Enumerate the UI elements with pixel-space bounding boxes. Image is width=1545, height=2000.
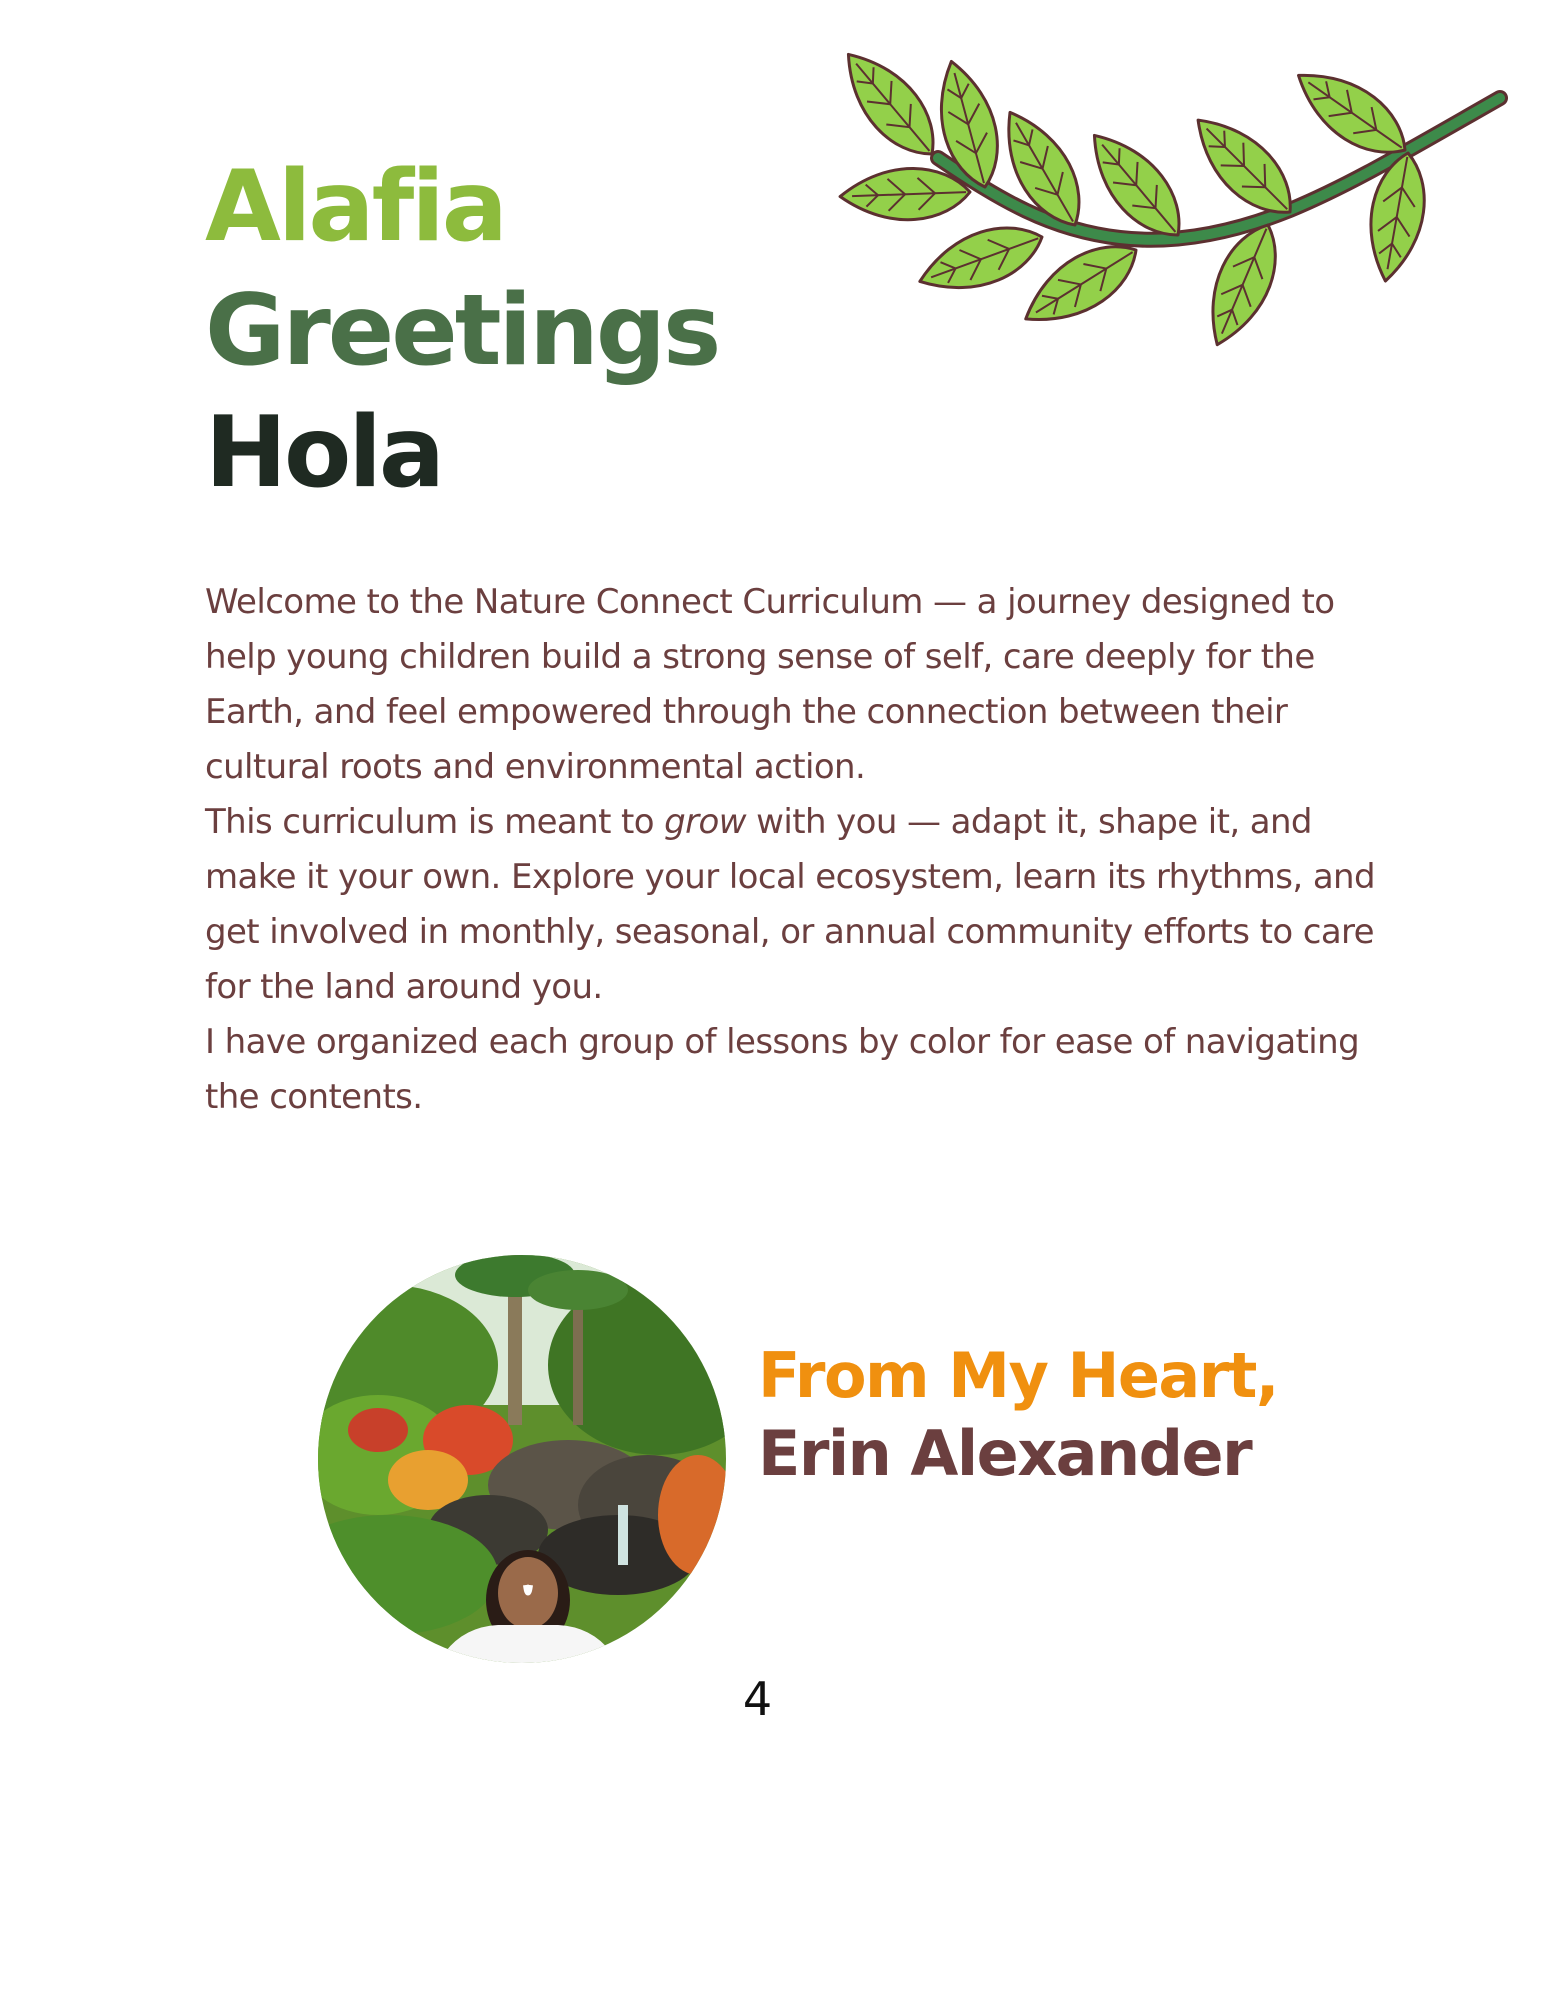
intro-text	[205, 575, 1375, 1125]
greeting-hola: Hola	[205, 396, 443, 510]
intro-paragraph-2-end: with you — adapt it, shape it, and make it your own. Explore your local ecosystem, learn its rhythms, and get involved in monthly, seasonal, or annual community efforts to care for the land around you.	[205, 802, 1375, 1007]
intro-paragraph-2-start: This curriculum is meant to	[205, 802, 665, 842]
page-number: 4	[742, 1672, 773, 1726]
intro-paragraph-2	[205, 795, 1375, 1015]
author-portrait-in-garden	[318, 1255, 726, 1663]
greeting-greetings: Greetings	[205, 274, 719, 388]
greeting-alafia: Alafia	[205, 150, 505, 264]
leafy-branch-icon	[820, 50, 1520, 400]
intro-paragraph-3: I have organized each group of lessons by color for ease of navigating the contents.	[205, 1022, 1360, 1117]
signature-closing: From My Heart,	[758, 1339, 1278, 1412]
intro-paragraph-1: Welcome to the Nature Connect Curriculum — a journey designed to help young children build a strong sense of self, care deeply for the Earth, and feel empowered through the connection between their cultural roots and environmental action.	[205, 582, 1335, 787]
intro-paragraph-2-emphasis: grow	[664, 802, 746, 842]
signature-name: Erin Alexander	[758, 1417, 1252, 1490]
